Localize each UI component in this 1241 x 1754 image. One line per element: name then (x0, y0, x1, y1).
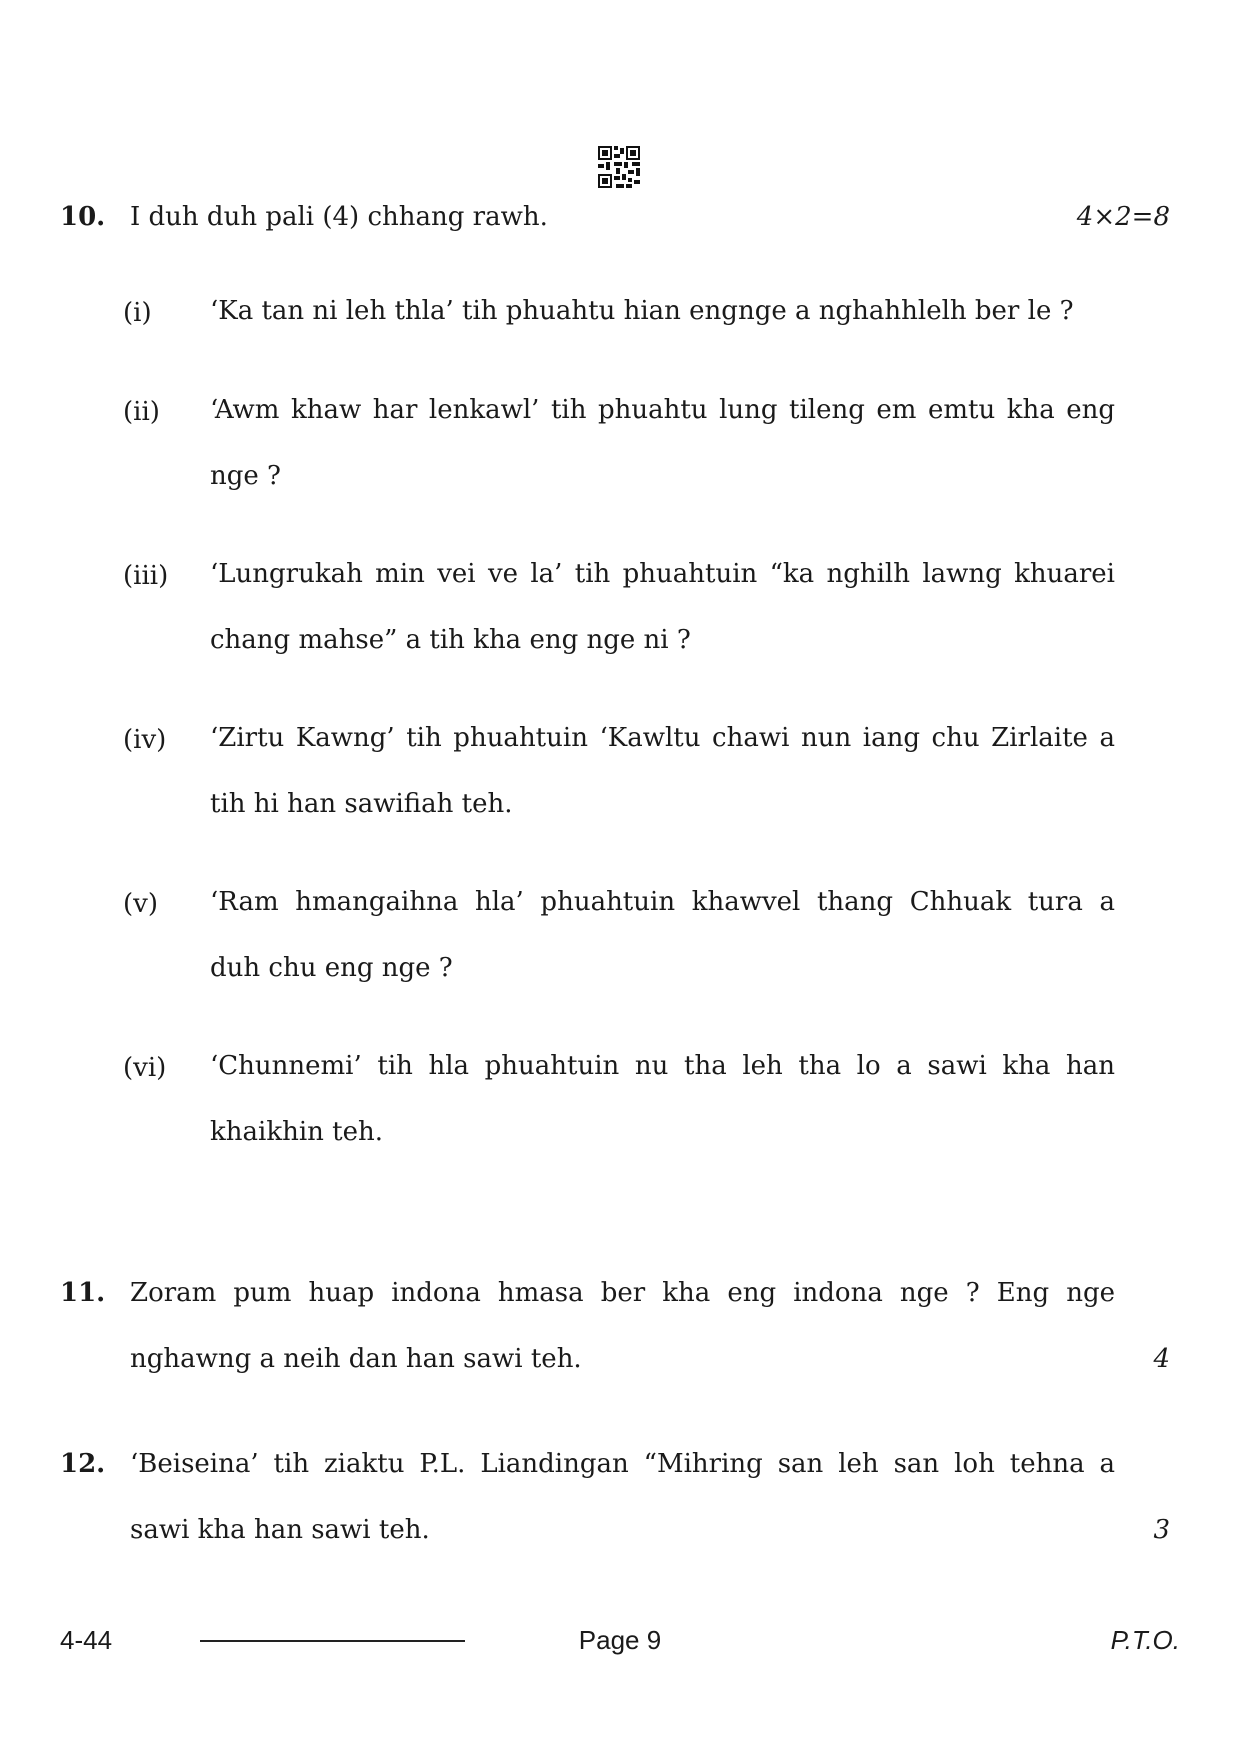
sub-question-text: ‘Ram hmangaihna hla’ phuahtuin khawvel thang Chhuak tura a (210, 887, 1115, 917)
question-marks: 4×2=8 (1076, 202, 1170, 232)
sub-question-label: (ii) (123, 397, 160, 427)
sub-question-label: (iv) (123, 725, 167, 755)
sub-question-text: ‘Zirtu Kawng’ tih phuahtuin ‘Kawltu chawi nun iang chu Zirlaite a (210, 723, 1115, 753)
sub-question-label: (i) (123, 298, 152, 328)
pto-label: P.T.O. (1110, 1625, 1180, 1655)
sub-question-label: (iii) (123, 561, 169, 591)
sub-question-text: nge ? (210, 461, 281, 491)
question-number: 12. (60, 1449, 106, 1479)
sub-question-label: (vi) (123, 1053, 167, 1083)
question-text: nghawng a neih dan han sawi teh. (130, 1344, 582, 1374)
sub-question-text: tih hi han sawifiah teh. (210, 789, 513, 819)
sub-question-text: ‘Chunnemi’ tih hla phuahtuin nu tha leh tha lo a sawi kha han (210, 1051, 1115, 1081)
page-number: Page 9 (578, 1625, 662, 1655)
footer-divider (200, 1640, 465, 1642)
question-number: 10. (60, 202, 106, 232)
question-number: 11. (60, 1278, 106, 1308)
question-text: ‘Beiseina’ tih ziaktu P.L. Liandingan “Mihring san leh san loh tehna a (130, 1449, 1115, 1479)
question-marks: 4 (1153, 1344, 1170, 1374)
paper-code: 4-44 (60, 1625, 113, 1655)
sub-question-text: chang mahse” a tih kha eng nge ni ? (210, 625, 691, 655)
qr-code (598, 146, 640, 188)
question-text: Zoram pum huap indona hmasa ber kha eng indona nge ? Eng nge (130, 1278, 1115, 1308)
sub-question-text: duh chu eng nge ? (210, 953, 453, 983)
sub-question-text: ‘Lungrukah min vei ve la’ tih phuahtuin “ka nghilh lawng khuarei (210, 559, 1115, 589)
sub-question-text: khaikhin teh. (210, 1117, 383, 1147)
question-text: sawi kha han sawi teh. (130, 1515, 430, 1545)
sub-question-text: ‘Ka tan ni leh thla’ tih phuahtu hian engnge a nghahhlelh ber le ? (210, 296, 1074, 326)
question-marks: 3 (1153, 1515, 1170, 1545)
sub-question-text: ‘Awm khaw har lenkawl’ tih phuahtu lung tileng em emtu kha eng (210, 395, 1115, 425)
question-text: I duh duh pali (4) chhang rawh. (130, 202, 548, 232)
sub-question-label: (v) (123, 889, 158, 919)
